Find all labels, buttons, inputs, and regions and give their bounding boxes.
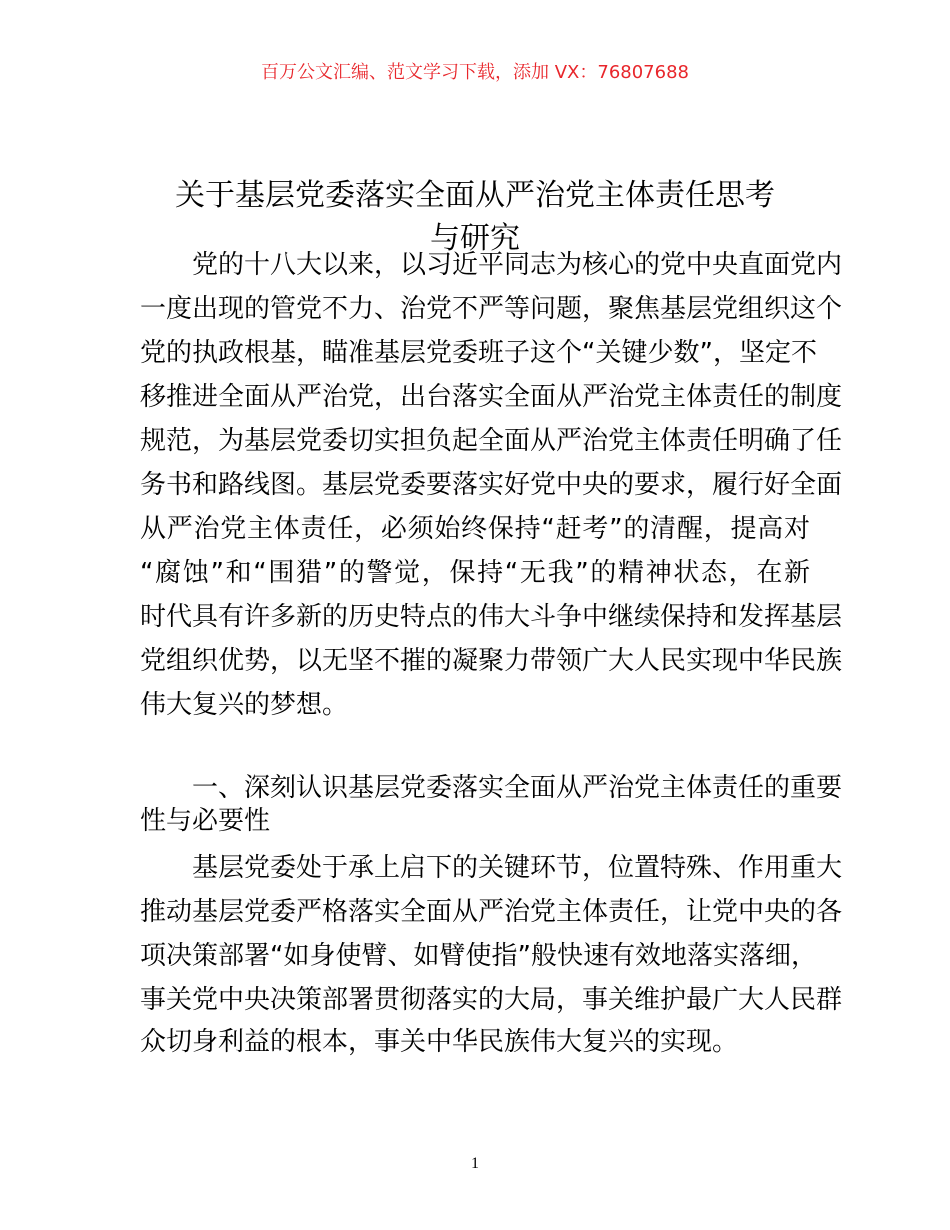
paragraph-3-line: 基层党委处于承上启下的关键环节，位置特殊、作用重大	[192, 853, 843, 883]
paragraph-1-line: 从严治党主体责任，必须始终保持“赶考”的清醒，提高对	[140, 514, 810, 544]
paragraph-2-line: 性与必要性	[140, 806, 271, 836]
paragraph-3-line: 事关党中央决策部署贯彻落实的大局，事关维护最广大人民群	[140, 985, 843, 1015]
document-title-line-1: 关于基层党委落实全面从严治党主体责任思考	[175, 178, 775, 213]
paragraph-1-line: 党的执政根基，瞄准基层党委班子这个“关键少数”，坚定不	[140, 338, 817, 368]
paragraph-1-line: 党组织优势，以无坚不摧的凝聚力带领广大人民实现中华民族	[140, 646, 843, 676]
paragraph-3-line: 推动基层党委严格落实全面从严治党主体责任，让党中央的各	[140, 897, 843, 927]
paragraph-2-line: 一、深刻认识基层党委落实全面从严治党主体责任的重要	[192, 773, 843, 803]
paragraph-1-line: 务书和路线图。基层党委要落实好党中央的要求，履行好全面	[140, 470, 843, 500]
watermark-header: 百万公文汇编、范文学习下载，添加 VX：76807688	[261, 62, 689, 83]
paragraph-1-line: 时代具有许多新的历史特点的伟大斗争中继续保持和发挥基层	[140, 602, 843, 632]
paragraph-1-line: 党的十八大以来，以习近平同志为核心的党中央直面党内	[192, 250, 843, 280]
paragraph-1-line: 规范，为基层党委切实担负起全面从严治党主体责任明确了任	[140, 426, 843, 456]
paragraph-1-line: 移推进全面从严治党，出台落实全面从严治党主体责任的制度	[140, 382, 843, 412]
document-title-line-2: 与研究	[430, 221, 520, 256]
paragraph-1-line: 伟大复兴的梦想。	[140, 690, 349, 720]
paragraph-3-line: 项决策部署“如身使臂、如臂使指”般快速有效地落实落细，	[140, 941, 817, 971]
page-number: 1	[471, 1155, 479, 1172]
paragraph-1-line: 一度出现的管党不力、治党不严等问题，聚焦基层党组织这个	[140, 294, 843, 324]
paragraph-1-line: “腐蚀”和“围猎”的警觉，保持“无我”的精神状态，在新	[140, 558, 810, 588]
paragraph-3-line: 众切身利益的根本，事关中华民族伟大复兴的实现。	[140, 1027, 739, 1057]
